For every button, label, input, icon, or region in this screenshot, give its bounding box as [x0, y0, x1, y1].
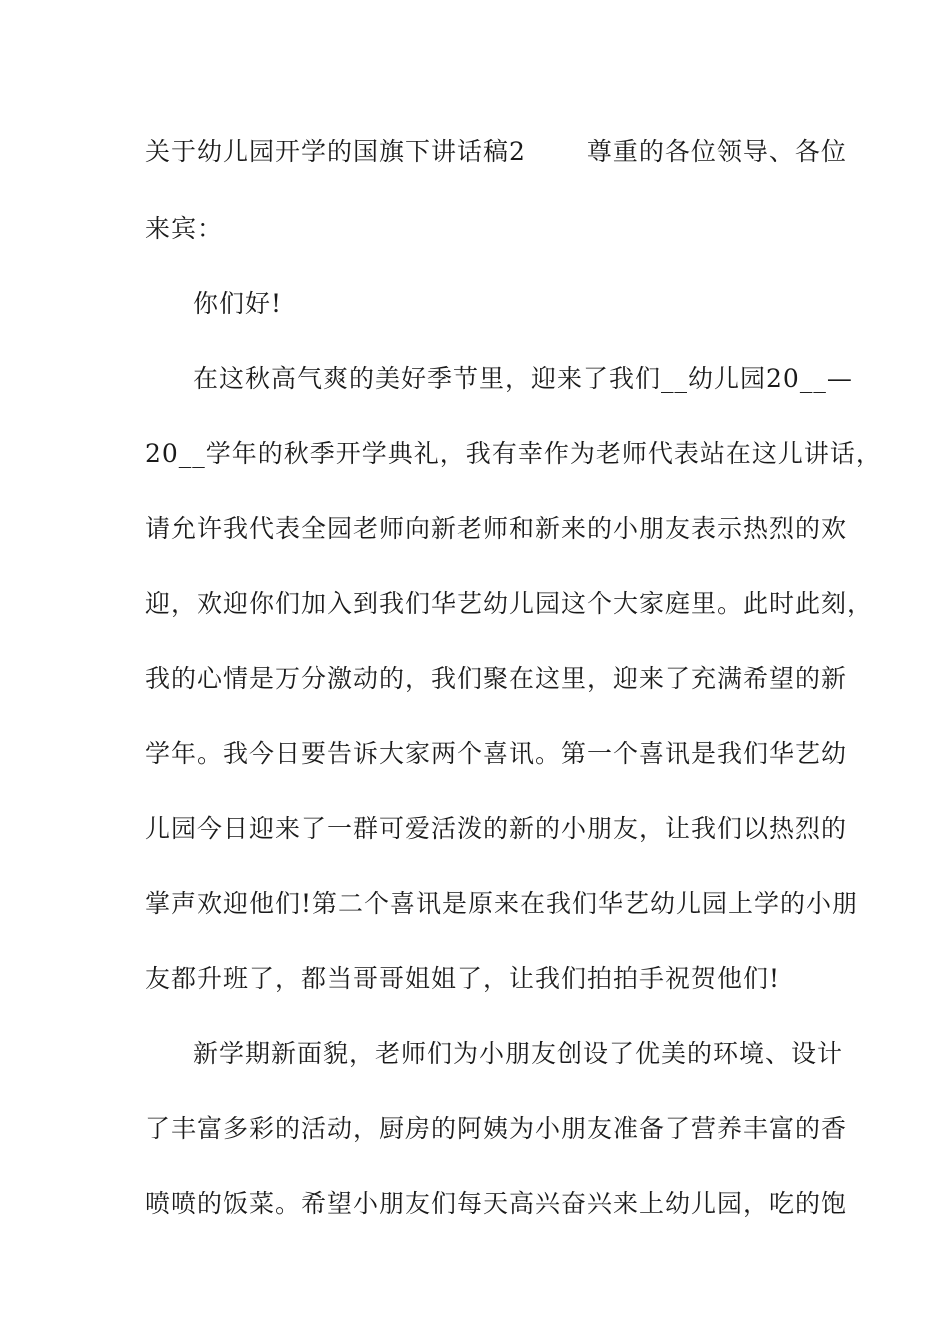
paragraph-line: 掌声欢迎他们!第二个喜讯是原来在我们华艺幼儿园上学的小朋 [145, 889, 859, 918]
paragraph-line: 在这秋高气爽的美好季节里，迎来了我们__幼儿园20__— [193, 364, 853, 393]
paragraph-line: 请允许我代表全园老师向新老师和新来的小朋友表示热烈的欢 [145, 514, 848, 543]
title-line: 关于幼儿园开学的国旗下讲话稿2 尊重的各位领导、各位 [145, 137, 847, 166]
salutation-line: 来宾： [145, 214, 224, 243]
paragraph-line: 儿园今日迎来了一群可爱活泼的新的小朋友，让我们以热烈的 [145, 814, 848, 843]
paragraph-line: 20__学年的秋季开学典礼，我有幸作为老师代表站在这儿讲话， [145, 439, 882, 468]
greeting-line: 你们好! [193, 289, 283, 318]
paragraph-line: 新学期新面貌，老师们为小朋友创设了优美的环境、设计 [193, 1039, 844, 1068]
paragraph-line: 喷喷的饭菜。希望小朋友们每天高兴奋兴来上幼儿园，吃的饱 [145, 1189, 848, 1218]
paragraph-line: 友都升班了，都当哥哥姐姐了，让我们拍拍手祝贺他们! [145, 964, 781, 993]
paragraph-line: 我的心情是万分激动的，我们聚在这里，迎来了充满希望的新 [145, 664, 848, 693]
paragraph-line: 学年。我今日要告诉大家两个喜讯。第一个喜讯是我们华艺幼 [145, 739, 848, 768]
paragraph-line: 了丰富多彩的活动，厨房的阿姨为小朋友准备了营养丰富的香 [145, 1114, 848, 1143]
paragraph-line: 迎，欢迎你们加入到我们华艺幼儿园这个大家庭里。此时此刻， [145, 589, 874, 618]
